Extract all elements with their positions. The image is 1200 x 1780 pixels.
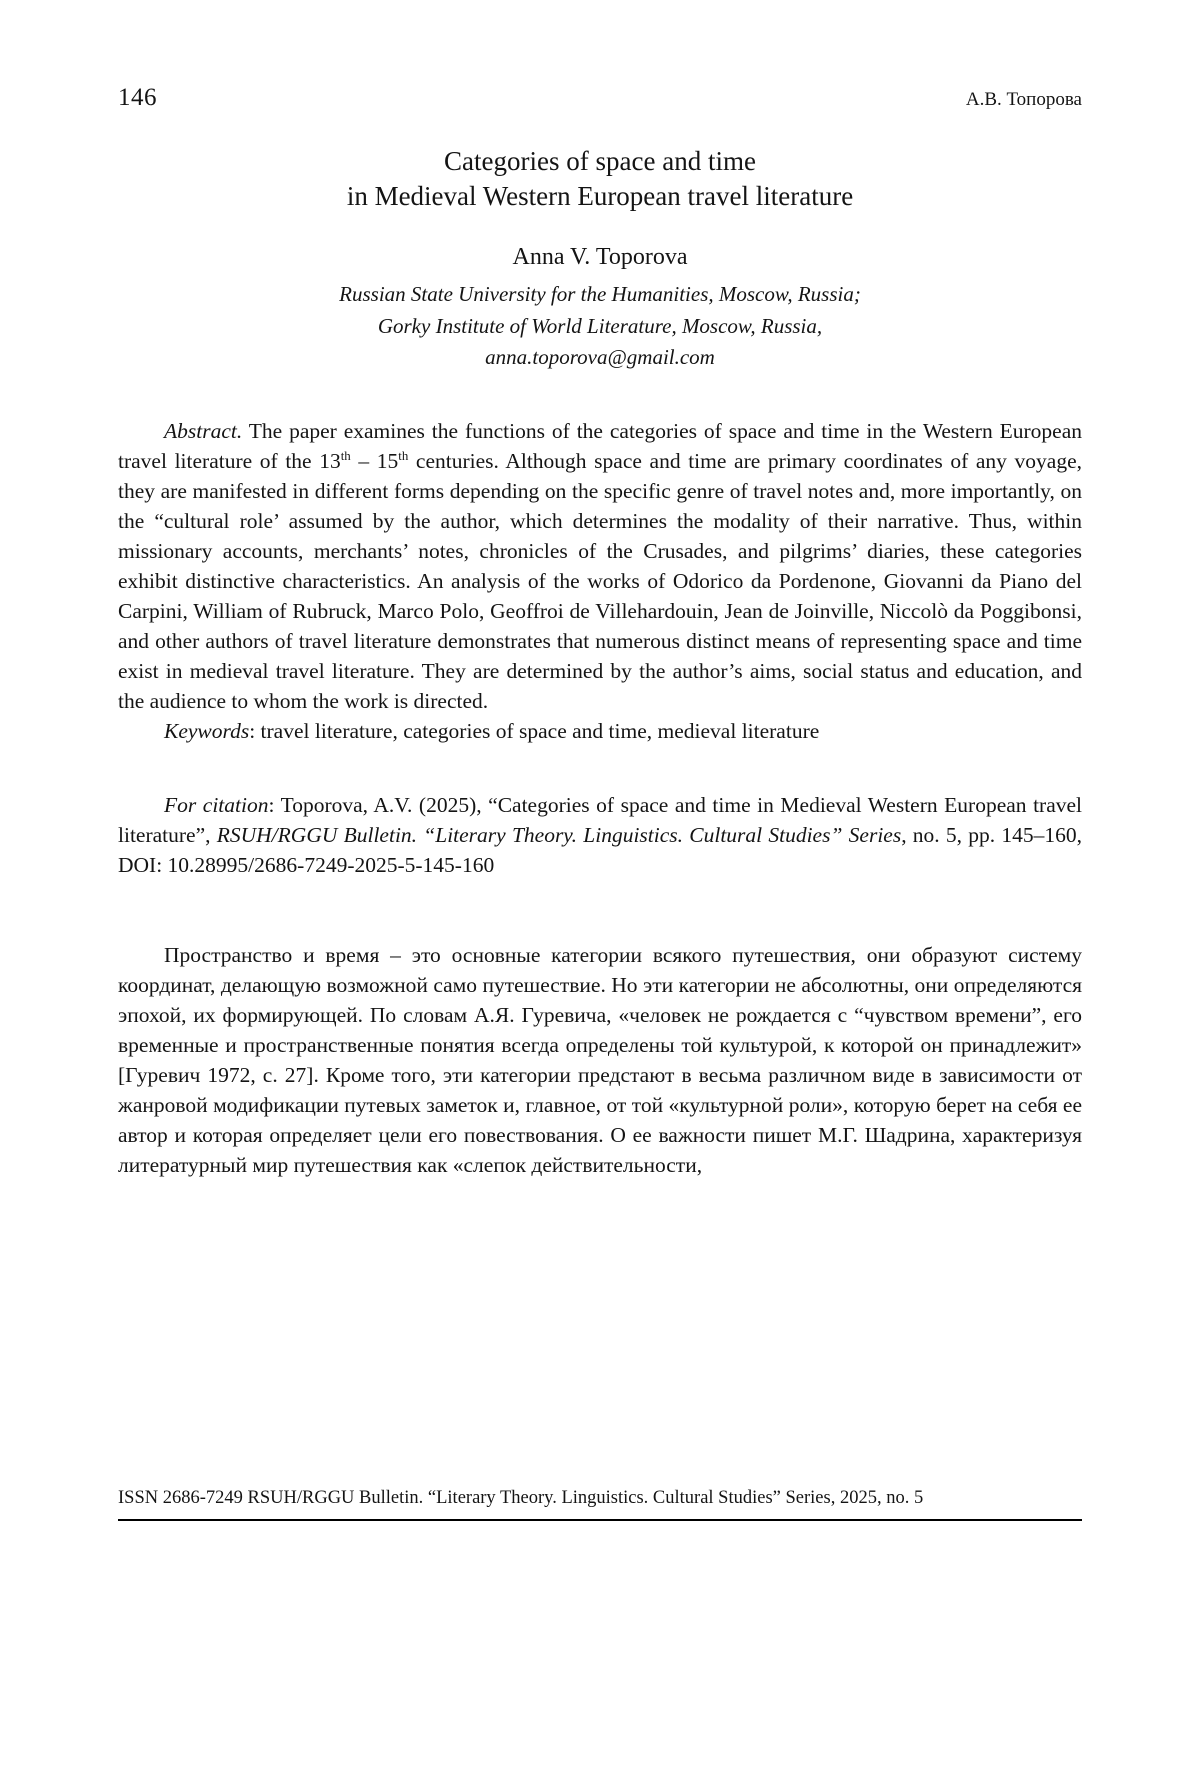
abstract-label: Abstract. bbox=[164, 418, 243, 443]
author-name: Anna V. Toporova bbox=[512, 244, 688, 271]
page-number: 146 bbox=[118, 84, 157, 111]
article-title-line-2: in Medieval Western European travel literature bbox=[346, 181, 854, 212]
keywords-paragraph bbox=[118, 716, 1082, 746]
citation-paragraph bbox=[118, 790, 1082, 880]
footer-issn-line: ISSN 2686-7249 RSUH/RGGU Bulletin. “Literary Theory. Linguistics. Cultural Studies” Series, 2025, no. 5 bbox=[118, 1488, 924, 1508]
abstract-superscript-1: th bbox=[340, 448, 351, 463]
running-head-author: А.В. Топорова bbox=[965, 89, 1082, 110]
citation-journal-title: RSUH/RGGU Bulletin. “Literary Theory. Linguistics. Cultural Studies” Series bbox=[216, 822, 902, 847]
abstract-superscript-2: th bbox=[398, 448, 409, 463]
abstract-text-1: The paper examines the functions of the categories of space and time in the Western European travel literature of the 13 bbox=[118, 418, 1082, 473]
abstract-text-3: centuries. Although space and time are primary coordinates of any voyage, they are manifested in different forms depending on the specific genre of travel notes and, more importantly, on the “cultural role’ assumed by the author, which determines the modality of their narrative. Thus, within missionary accounts, merchants’ notes, chronicles of the Crusades, and pilgrims’ diaries, these categories exhibit distinctive characteristics. An analysis of the works of Odorico da Pordenone, Giovanni da Piano del Carpini, William of Rubruck, Marco Polo, Geoffroi de Villehardouin, Jean de Joinville, Niccolò da Poggibonsi, and other authors of travel literature demonstrates that numerous distinct means of representing space and time exist in medieval travel literature. They are determined by the author’s aims, social status and education, and the audience to whom the work is directed. bbox=[118, 448, 1082, 713]
page-footer bbox=[118, 1486, 1082, 1521]
article-title-line-1: Categories of space and time bbox=[444, 146, 756, 176]
author-affiliation bbox=[118, 279, 1082, 374]
abstract-paragraph bbox=[118, 416, 1082, 716]
article-title bbox=[118, 144, 1082, 214]
body-paragraph-1: Пространство и время – это основные категории всякого путешествия, они образуют систему координат, делающую возможной само путешествие. Но эти категории не абсолютны, они определяются эпохой, их формирующей. По словам А.Я. Гуревича, «человек не рождается с “чувством времени”, его временные и пространственные понятия всегда определены той культурой, к которой он принадлежит» [Гуревич 1972, с. 27]. Кроме того, эти категории предстают в весьма различном виде в зависимости от жанровой модификации путевых заметок и, главное, от той «культурной роли», которую берет на себя ее автор и которая определяет цели его повествования. О ее важности пишет М.Г. Шадрина, характеризуя литературный мир путешествия как «слепок действительности, bbox=[118, 942, 1082, 1177]
author-email: anna.toporova@gmail.com bbox=[485, 345, 715, 370]
citation-label: For citation bbox=[164, 792, 269, 817]
citation-text-2: , no. 5, pp. 145–160, DOI: 10.28995/2686-7249-2025-5-145-160 bbox=[118, 822, 1082, 877]
running-head bbox=[118, 84, 1082, 112]
citation-text-1: : Toporova, A.V. (2025), “Categories of space and time in Medieval Western European travel literature”, bbox=[118, 792, 1083, 847]
affiliation-line-1: Russian State University for the Humanities, Moscow, Russia; bbox=[339, 282, 861, 307]
abstract-text-2: – 15 bbox=[350, 448, 399, 473]
keywords-text: : travel literature, categories of space and time, medieval literature bbox=[249, 718, 820, 743]
affiliation-line-2: Gorky Institute of World Literature, Moscow, Russia, bbox=[377, 313, 823, 338]
keywords-label: Keywords bbox=[164, 718, 250, 743]
